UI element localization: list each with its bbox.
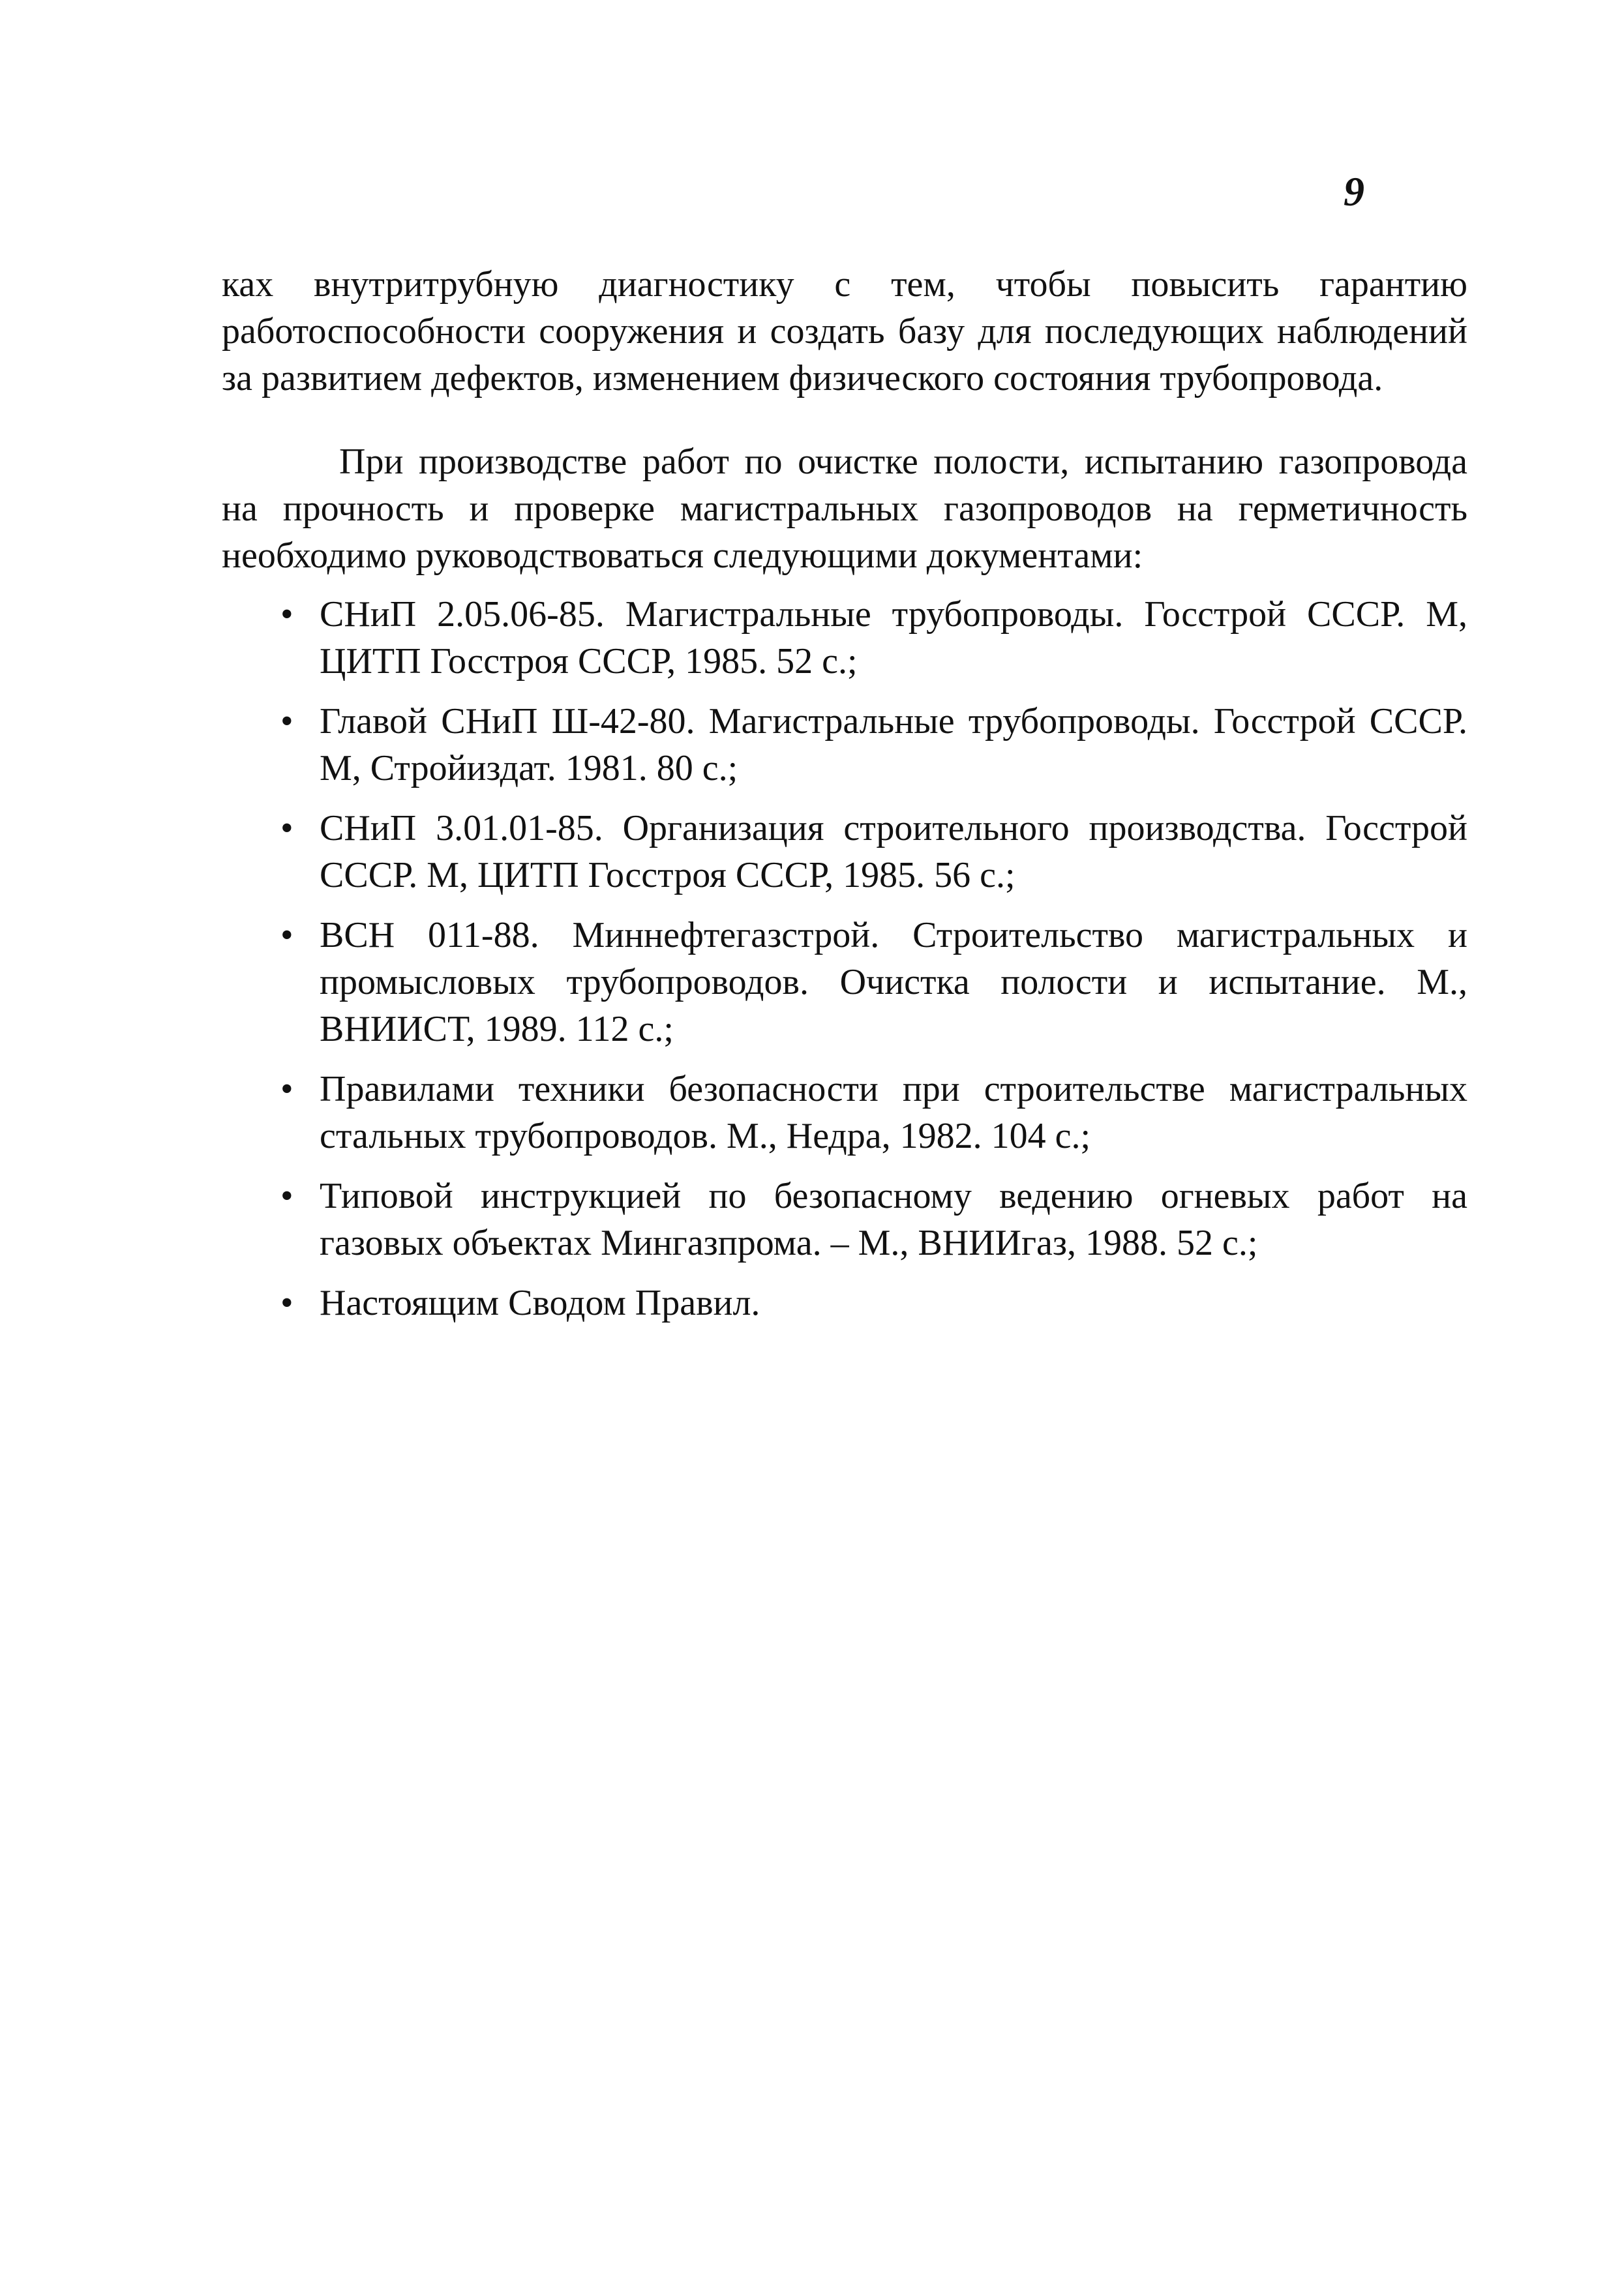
page-content	[222, 261, 1467, 1340]
reference-text: Типовой инструкцией по безопасному ведению огневых работ на газовых объектах Мингазпрома. – М., ВНИИгаз, 1988. 52 с.;	[320, 1176, 1467, 1263]
reference-item	[280, 698, 1467, 792]
bullet-icon: •	[280, 1283, 293, 1323]
page-number: 9	[1344, 168, 1364, 215]
bullet-icon: •	[280, 701, 293, 741]
continuation-paragraph: ках внутритрубную диагностику с тем, чтобы повысить гарантию работоспособности сооружения и создать базу для последующих наблюдений за развитием дефектов, изменением физического состояния трубопровода.	[222, 264, 1467, 398]
reference-item	[280, 912, 1467, 1053]
intro-paragraph: При производстве работ по очистке полости, испытанию газопровода на прочность и проверке магистральных газопроводов на герметичность необходимо руководствоваться следующими документами:	[222, 442, 1467, 576]
reference-item	[280, 1066, 1467, 1160]
reference-text: Правилами техники безопасности при строительстве магистральных стальных трубопроводов. М., Недра, 1982. 104 с.;	[320, 1069, 1467, 1156]
bullet-icon: •	[280, 594, 293, 635]
bullet-icon: •	[280, 1176, 293, 1216]
references-list	[222, 591, 1467, 1326]
reference-text: СНиП 3.01.01-85. Организация строительного производства. Госстрой СССР. М, ЦИТП Госстроя СССР, 1985. 56 с.;	[320, 808, 1467, 895]
bullet-icon: •	[280, 808, 293, 848]
bullet-icon: •	[280, 915, 293, 955]
reference-item	[280, 805, 1467, 899]
reference-text: Главой СНиП Ш-42-80. Магистральные трубопроводы. Госстрой СССР. М, Стройиздат. 1981. 80 с.;	[320, 701, 1467, 788]
reference-text: СНиП 2.05.06-85. Магистральные трубопроводы. Госстрой СССР. М, ЦИТП Госстроя СССР, 1985. 52 с.;	[320, 594, 1467, 681]
reference-text: Настоящим Сводом Правил.	[320, 1283, 760, 1323]
reference-item	[280, 1280, 1467, 1326]
bullet-icon: •	[280, 1069, 293, 1109]
reference-item	[280, 591, 1467, 685]
reference-text: ВСН 011-88. Миннефтегазстрой. Строительство магистральных и промысловых трубопроводов. Очистка полости и испытание. М., ВНИИСТ, 1989. 112 с.;	[320, 915, 1467, 1049]
reference-item	[280, 1173, 1467, 1266]
